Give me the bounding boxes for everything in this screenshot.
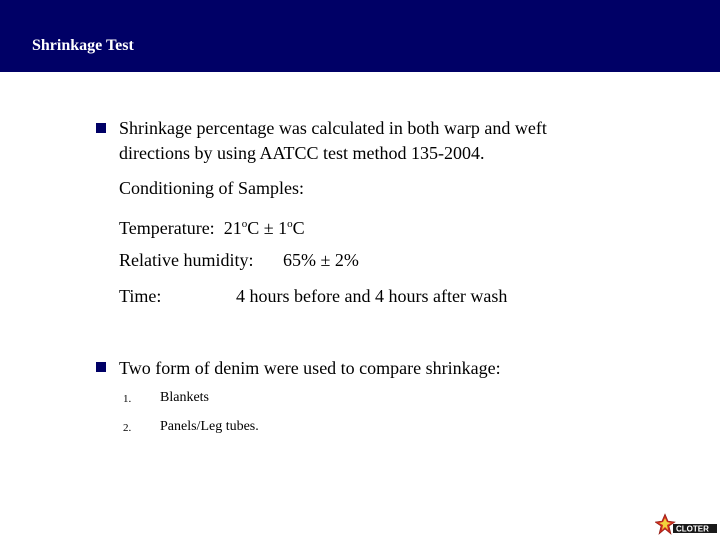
- bullet-square-icon: [96, 362, 106, 372]
- temperature-unit-a: C ± 1: [247, 218, 288, 238]
- conditioning-heading: Conditioning of Samples:: [119, 178, 305, 198]
- degree-sup-a: o: [241, 218, 248, 230]
- temperature-unit-b: C: [292, 218, 305, 238]
- bullet2-text: Two form of denim were used to compare shrinkage:: [119, 358, 501, 378]
- temperature-row: [119, 212, 305, 240]
- degree-sup-b: o: [287, 218, 293, 230]
- time-value: 4 hours before and 4 hours after wash: [236, 286, 508, 306]
- list-item-number: 2.: [123, 422, 132, 434]
- list-item-label: Panels/Leg tubes.: [160, 419, 259, 434]
- bullet-square-icon: [96, 123, 106, 133]
- humidity-label: Relative humidity:: [119, 250, 254, 270]
- logo-mark-icon: [655, 512, 717, 536]
- temperature-value-a: 21: [223, 218, 242, 238]
- bullet1-line1: Shrinkage percentage was calculated in both warp and weft: [119, 118, 547, 138]
- list-item-label: Blankets: [160, 390, 209, 405]
- time-label: Time:: [119, 286, 162, 306]
- humidity-value: 65% ± 2%: [283, 250, 359, 270]
- logo-text: CLOTER: [676, 524, 709, 534]
- slide-title: Shrinkage Test: [32, 37, 134, 54]
- list-item-number: 1.: [123, 393, 132, 405]
- title-bar: [0, 0, 720, 72]
- company-logo: [655, 512, 717, 536]
- bullet1-line2: directions by using AATCC test method 135-2004.: [119, 143, 485, 163]
- temperature-label: Temperature:: [119, 218, 215, 238]
